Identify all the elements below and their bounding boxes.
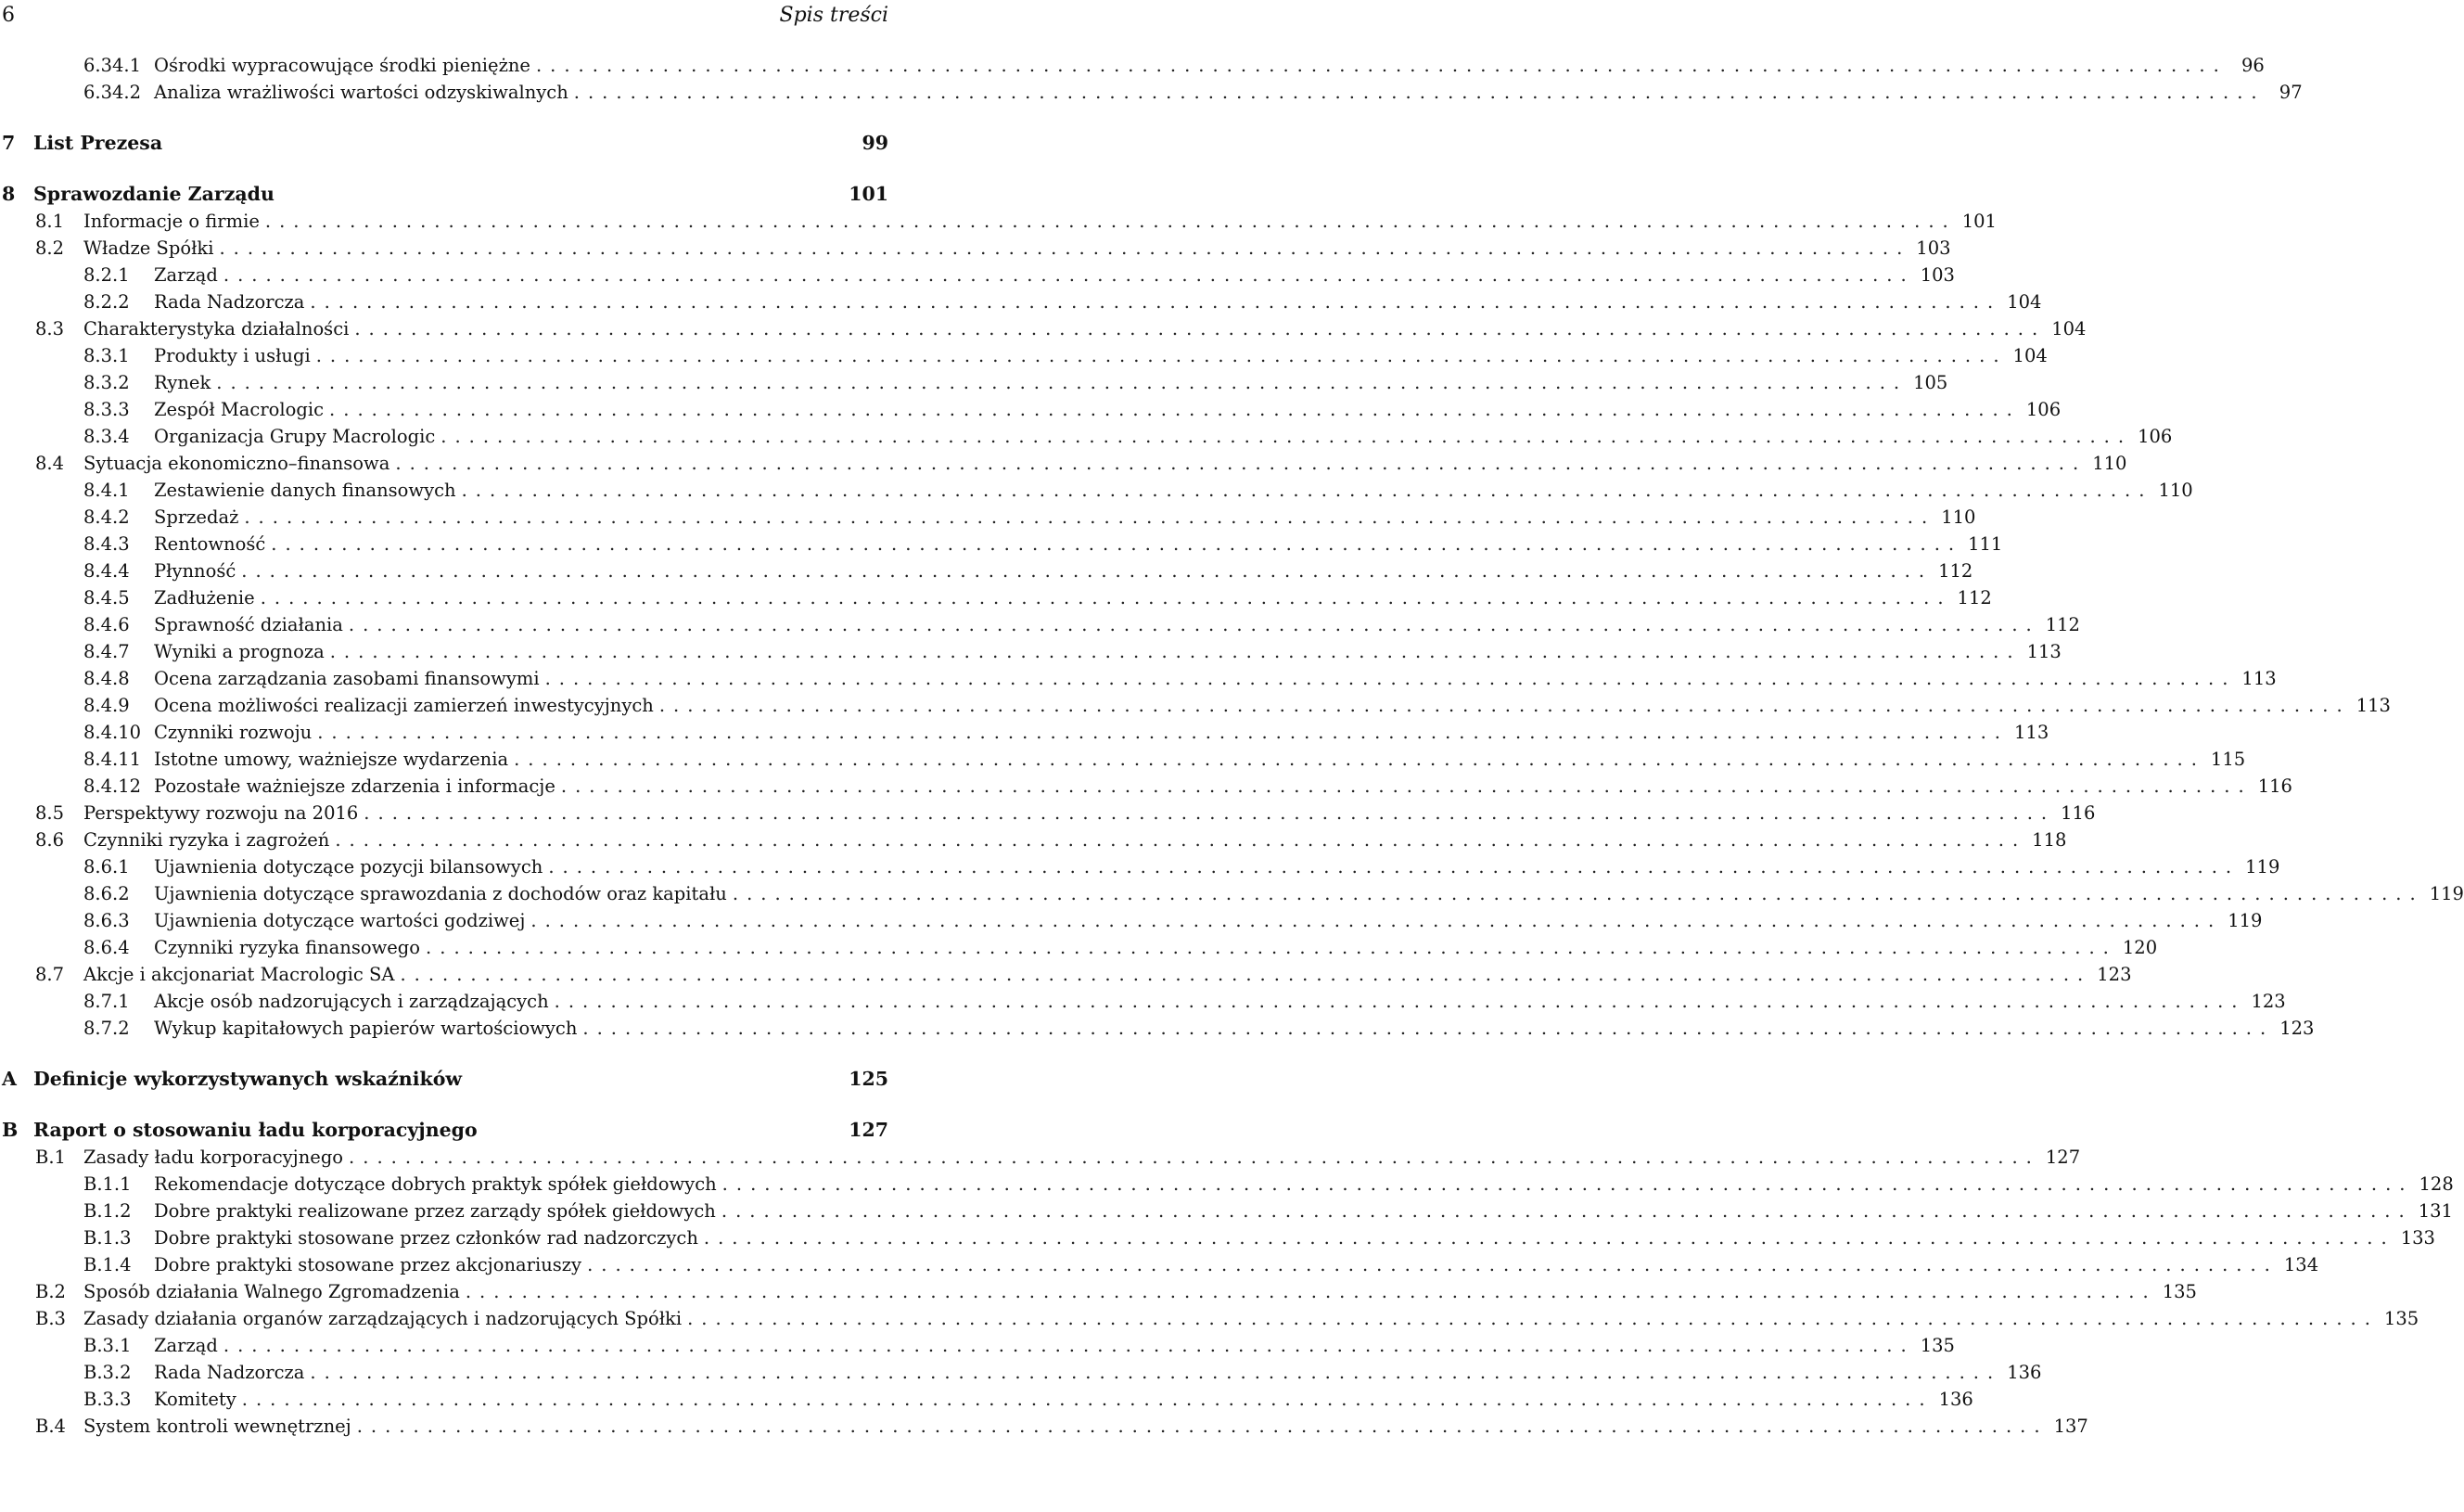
toc-entry-subsub[interactable]: [0, 1251, 2319, 1278]
toc-entry-chapter[interactable]: [0, 1117, 890, 1144]
toc-entry-subsub[interactable]: [0, 1359, 2042, 1386]
toc-entry-page: 105: [1913, 372, 1948, 393]
toc-entry-title: Ujawnienia dotyczące pozycji bilansowych: [154, 856, 543, 878]
toc-entry-number: B.4: [35, 1416, 66, 1437]
toc-entry-sub[interactable]: [0, 450, 2127, 477]
toc-entry-page: 103: [1920, 264, 1955, 286]
toc-entry-sub[interactable]: [0, 315, 2087, 342]
dot-leader: ........................................................................................................................: [315, 345, 2008, 366]
toc-entry-subsub[interactable]: [0, 638, 2062, 665]
toc-entry-number: B.3: [35, 1308, 66, 1329]
toc-entry-number: B.3.3: [83, 1389, 132, 1410]
toc-entry-sub[interactable]: [0, 1413, 2088, 1440]
toc-entry-page: 123: [2279, 1018, 2315, 1039]
toc-entry-page: 116: [2061, 802, 2096, 824]
toc-entry-page: 101: [1961, 211, 1997, 232]
toc-entry-number: 8.3.3: [83, 399, 130, 420]
toc-entry-page: 113: [2014, 722, 2049, 743]
toc-entry-page: 96: [2241, 55, 2265, 76]
toc-entry-number: B.1: [35, 1147, 66, 1168]
dot-leader: ........................................................................................................................: [687, 1308, 2379, 1329]
dot-leader: ........................................................................................................................: [223, 1335, 1915, 1356]
dot-leader: ........................................................................................................................: [310, 291, 2002, 313]
toc-entry-page: 106: [2138, 426, 2173, 447]
toc-entry-subsub[interactable]: [0, 1171, 2454, 1198]
dot-leader: ........................................................................................................................: [223, 264, 1915, 286]
toc-entry-page: 131: [2418, 1200, 2453, 1222]
toc-entry-number: 8.4.9: [83, 695, 130, 716]
toc-entry-page: 134: [2283, 1254, 2319, 1275]
toc-entry-number: 8.6: [35, 829, 65, 851]
toc-entry-number: A: [2, 1068, 17, 1090]
toc-entry-title: Ośrodki wypracowujące środki pieniężne: [154, 55, 530, 76]
toc-entry-page: 97: [2279, 82, 2303, 103]
dot-leader: ........................................................................................................................: [335, 829, 2027, 851]
toc-entry-title: Rada Nadzorcza: [154, 1362, 305, 1383]
toc-entry-sub[interactable]: [0, 1305, 2419, 1332]
section-gap: [0, 106, 890, 130]
toc-entry-number: B: [2, 1119, 19, 1141]
toc-entry-number: 8: [2, 183, 16, 205]
toc-entry-number: 8.4.8: [83, 668, 130, 689]
toc-entry-title: List Prezesa: [33, 132, 163, 154]
toc-entry-number: 8.4.4: [83, 560, 130, 582]
toc-entry-page: 123: [2097, 964, 2132, 985]
toc-entry-sub[interactable]: [0, 800, 2096, 826]
toc-entry-page: 123: [2251, 991, 2286, 1012]
toc-entry-subsub[interactable]: [0, 79, 2303, 106]
toc-entry-title: Sprzedaż: [154, 506, 239, 528]
toc-entry-subsub[interactable]: [0, 880, 2464, 907]
toc-entry-page: 118: [2032, 829, 2067, 851]
toc-entry-page: 104: [2007, 291, 2042, 313]
toc-entry-number: 8.3.1: [83, 345, 130, 366]
dot-leader: ........................................................................................................................: [317, 722, 2010, 743]
dot-leader: ........................................................................................................................: [514, 749, 2205, 770]
toc-entry-subsub[interactable]: [0, 907, 2263, 934]
toc-entry-subsub[interactable]: [0, 988, 2286, 1015]
toc-entry-number: 8.3: [35, 318, 65, 340]
toc-entry-number: B.1.2: [83, 1200, 132, 1222]
dot-leader: ........................................................................................................................: [310, 1362, 2002, 1383]
dot-leader: ........................................................................................................................: [395, 453, 2087, 474]
toc-entry-subsub[interactable]: [0, 746, 2246, 773]
toc-entry-number: 8.4: [35, 453, 65, 474]
toc-entry-page: 135: [2383, 1308, 2419, 1329]
toc-entry-title: Raport o stosowaniu ładu korporacyjnego: [33, 1119, 478, 1141]
toc-entry-number: 8.3.2: [83, 372, 130, 393]
toc-entry-page: 119: [2429, 883, 2464, 904]
toc-entry-number: 6.34.2: [83, 82, 142, 103]
toc-entry-subsub[interactable]: [0, 52, 2265, 79]
toc-entry-number: 8.4.3: [83, 533, 130, 555]
toc-entry-title: System kontroli wewnętrznej: [83, 1416, 351, 1437]
toc-entry-title: Organizacja Grupy Macrologic: [154, 426, 436, 447]
toc-entry-subsub[interactable]: [0, 665, 2277, 692]
toc-entry-title: Produkty i usługi: [154, 345, 311, 366]
toc-entry-subsub[interactable]: [0, 584, 1992, 611]
toc-entry-title: Wykup kapitałowych papierów wartościowych: [154, 1018, 578, 1039]
toc-entry-number: 8.4.2: [83, 506, 130, 528]
toc-entry-title: Rentowność: [154, 533, 266, 555]
toc-entry-subsub[interactable]: [0, 719, 2049, 746]
dot-leader: ........................................................................................................................: [440, 426, 2133, 447]
toc-entry-subsub[interactable]: [0, 288, 2042, 315]
toc-entry-page: 135: [1920, 1335, 1955, 1356]
toc-entry-title: Wyniki a prognoza: [154, 641, 325, 662]
toc-entry-title: Komitety: [154, 1389, 236, 1410]
toc-entry-subsub[interactable]: [0, 1198, 2453, 1224]
toc-entry-page: 115: [2210, 749, 2246, 770]
toc-entry-subsub[interactable]: [0, 396, 2062, 423]
toc-entry-number: 8.5: [35, 802, 65, 824]
dot-leader: ........................................................................................................................: [329, 641, 2022, 662]
toc-entry-title: Sposób działania Walnego Zgromadzenia: [83, 1281, 460, 1302]
toc-entry-sub[interactable]: [0, 1144, 2081, 1171]
toc-entry-page: 119: [2245, 856, 2280, 878]
toc-entry-number: 8.6.4: [83, 937, 130, 958]
dot-leader: ........................................................................................................................: [535, 55, 2228, 76]
toc-entry-page: 116: [2257, 775, 2292, 797]
dot-leader: ........................................................................................................................: [703, 1227, 2395, 1249]
toc-entry-title: Sprawność działania: [154, 614, 343, 635]
toc-entry-number: 8.3.4: [83, 426, 130, 447]
toc-entry-number: B.3.2: [83, 1362, 132, 1383]
toc-entry-page: 111: [1968, 533, 2003, 555]
dot-leader: ........................................................................................................................: [560, 775, 2253, 797]
toc-entry-subsub[interactable]: [0, 934, 2158, 961]
toc-entry-title: Ujawnienia dotyczące sprawozdania z dochodów oraz kapitału: [154, 883, 727, 904]
toc-entry-number: 8.6.3: [83, 910, 130, 931]
toc-entry-number: B.1.3: [83, 1227, 132, 1249]
toc-entry-page: 110: [2092, 453, 2127, 474]
toc-entry-subsub[interactable]: [0, 1332, 1955, 1359]
dot-leader: ........................................................................................................................: [465, 1281, 2157, 1302]
toc-entry-title: Zarząd: [154, 264, 218, 286]
toc-entry-number: 8.2: [35, 237, 65, 259]
toc-entry-title: Ujawnienia dotyczące wartości godziwej: [154, 910, 526, 931]
toc-entry-page: 103: [1916, 237, 1951, 259]
toc-entry-title: Analiza wrażliwości wartości odzyskiwalnych: [154, 82, 568, 103]
toc-entry-chapter[interactable]: [0, 130, 890, 157]
toc-entry-page: 136: [1938, 1389, 1973, 1410]
toc-entry-number: 8.2.2: [83, 291, 130, 313]
toc-entry-subsub[interactable]: [0, 853, 2280, 880]
dot-leader: ........................................................................................................................: [732, 883, 2424, 904]
toc-entry-number: 8.7: [35, 964, 65, 985]
toc-entry-page: 106: [2025, 399, 2062, 420]
toc-entry-page: 110: [1941, 506, 1976, 528]
toc-entry-page: 127: [849, 1119, 888, 1141]
toc-entry-chapter[interactable]: [0, 1066, 890, 1093]
dot-leader: ........................................................................................................................: [241, 560, 1934, 582]
toc-entry-number: 8.4.5: [83, 587, 130, 609]
toc-entry-title: Zasady ładu korporacyjnego: [83, 1147, 344, 1168]
toc-entry-number: 8.1: [35, 211, 65, 232]
toc-entry-subsub[interactable]: [0, 692, 2391, 719]
toc-entry-subsub[interactable]: [0, 504, 1976, 531]
toc-entry-title: Rada Nadzorcza: [154, 291, 305, 313]
toc-entry-title: Dobre praktyki stosowane przez akcjonariuszy: [154, 1254, 582, 1275]
toc-entry-title: Ocena możliwości realizacji zamierzeń inwestycyjnych: [154, 695, 654, 716]
toc-entry-page: 112: [1938, 560, 1973, 582]
dot-leader: ........................................................................................................................: [244, 506, 1936, 528]
toc-entry-title: Władze Spółki: [83, 237, 214, 259]
section-gap: [0, 157, 890, 181]
toc-entry-number: 8.4.11: [83, 749, 142, 770]
dot-leader: ........................................................................................................................: [658, 695, 2351, 716]
toc-entry-page: 99: [862, 132, 888, 154]
toc-entry-page: 113: [2241, 668, 2277, 689]
page-number: 6: [2, 4, 15, 27]
toc-entry-subsub[interactable]: [0, 531, 2003, 557]
toc-entry-title: Czynniki rozwoju: [154, 722, 313, 743]
dot-leader: ........................................................................................................................: [548, 856, 2241, 878]
toc-entry-page: 110: [2158, 480, 2193, 501]
dot-leader: ........................................................................................................................: [554, 991, 2246, 1012]
toc-entry-number: 8.4.1: [83, 480, 130, 501]
dot-leader: ........................................................................................................................: [400, 964, 2092, 985]
toc-entry-title: Istotne umowy, ważniejsze wydarzenia: [154, 749, 509, 770]
toc-entry-page: 113: [2026, 641, 2062, 662]
dot-leader: ........................................................................................................................: [241, 1389, 1934, 1410]
toc-entry-subsub[interactable]: [0, 557, 1973, 584]
toc-entry-sub[interactable]: [0, 961, 2132, 988]
toc-entry-number: 8.4.10: [83, 722, 142, 743]
dot-leader: ........................................................................................................................: [329, 399, 2021, 420]
toc-entry-page: 128: [2419, 1173, 2454, 1195]
toc-entry-number: B.1.1: [83, 1173, 132, 1195]
dot-leader: ........................................................................................................................: [219, 237, 1911, 259]
toc-entry-number: 8.2.1: [83, 264, 130, 286]
dot-leader: ........................................................................................................................: [264, 211, 1957, 232]
toc-entry-title: Pozostałe ważniejsze zdarzenia i informacje: [154, 775, 555, 797]
toc-entry-title: Zespół Macrologic: [154, 399, 325, 420]
toc-entry-sub[interactable]: [0, 1278, 2197, 1305]
toc-entry-title: Informacje o firmie: [83, 211, 260, 232]
toc-entry-number: 8.7.2: [83, 1018, 130, 1039]
toc-entry-title: Rekomendacje dotyczące dobrych praktyk spółek giełdowych: [154, 1173, 717, 1195]
toc-entry-subsub[interactable]: [0, 342, 2048, 369]
toc-entry-title: Zasady działania organów zarządzających i nadzorujących Spółki: [83, 1308, 683, 1329]
toc-entry-page: 101: [849, 183, 888, 205]
toc-entry-title: Akcje osób nadzorujących i zarządzających: [154, 991, 549, 1012]
dot-leader: ........................................................................................................................: [530, 910, 2223, 931]
dot-leader: ........................................................................................................................: [461, 480, 2153, 501]
toc-entry-title: Dobre praktyki realizowane przez zarządy spółek giełdowych: [154, 1200, 716, 1222]
toc-entry-number: 7: [2, 132, 16, 154]
table-of-contents: [0, 52, 2464, 1440]
dot-leader: ........................................................................................................................: [721, 1200, 2413, 1222]
toc-entry-title: Czynniki ryzyka finansowego: [154, 937, 421, 958]
toc-entry-page: 119: [2228, 910, 2263, 931]
toc-entry-title: Rynek: [154, 372, 211, 393]
section-gap: [0, 1042, 890, 1066]
toc-entry-page: 112: [2045, 614, 2080, 635]
dot-leader: ........................................................................................................................: [354, 318, 2047, 340]
toc-entry-title: Ocena zarządzania zasobami finansowymi: [154, 668, 540, 689]
dot-leader: ........................................................................................................................: [216, 372, 1909, 393]
section-gap: [0, 1093, 890, 1117]
toc-entry-title: Akcje i akcjonariat Macrologic SA: [83, 964, 395, 985]
toc-entry-number: 8.4.12: [83, 775, 142, 797]
toc-entry-subsub[interactable]: [0, 1224, 2435, 1251]
running-title: Spis treści: [779, 4, 888, 27]
toc-entry-page: 112: [1957, 587, 1992, 609]
toc-entry-sub[interactable]: [0, 235, 1951, 262]
toc-entry-sub[interactable]: [0, 208, 1997, 235]
toc-entry-title: Sytuacja ekonomiczno–finansowa: [83, 453, 390, 474]
toc-entry-title: Zadłużenie: [154, 587, 255, 609]
toc-entry-number: 8.6.2: [83, 883, 130, 904]
toc-entry-subsub[interactable]: [0, 1015, 2315, 1042]
toc-entry-number: 6.34.1: [83, 55, 142, 76]
toc-entry-subsub[interactable]: [0, 369, 1948, 396]
dot-leader: ........................................................................................................................: [573, 82, 2266, 103]
toc-entry-subsub[interactable]: [0, 611, 2080, 638]
toc-entry-page: 125: [849, 1068, 888, 1090]
toc-entry-number: B.1.4: [83, 1254, 132, 1275]
toc-entry-title: Czynniki ryzyka i zagrożeń: [83, 829, 330, 851]
toc-entry-page: 104: [2012, 345, 2048, 366]
toc-entry-subsub[interactable]: [0, 773, 2292, 800]
toc-entry-number: 8.6.1: [83, 856, 130, 878]
toc-entry-title: Dobre praktyki stosowane przez członków rad nadzorczych: [154, 1227, 698, 1249]
toc-entry-number: 8.4.6: [83, 614, 130, 635]
dot-leader: ........................................................................................................................: [260, 587, 1952, 609]
toc-entry-number: B.3.1: [83, 1335, 132, 1356]
toc-entry-page: 127: [2045, 1147, 2081, 1168]
toc-entry-title: Perspektywy rozwoju na 2016: [83, 802, 359, 824]
toc-entry-number: 8.4.7: [83, 641, 130, 662]
dot-leader: ........................................................................................................................: [426, 937, 2117, 958]
dot-leader: ........................................................................................................................: [544, 668, 2237, 689]
dot-leader: ........................................................................................................................: [356, 1416, 2049, 1437]
toc-entry-page: 113: [2355, 695, 2391, 716]
dot-leader: ........................................................................................................................: [348, 614, 2040, 635]
toc-entry-page: 120: [2122, 937, 2158, 958]
toc-entry-page: 137: [2053, 1416, 2088, 1437]
toc-entry-sub[interactable]: [0, 826, 2067, 853]
dot-leader: ........................................................................................................................: [364, 802, 2056, 824]
toc-entry-subsub[interactable]: [0, 262, 1955, 288]
dot-leader: ........................................................................................................................: [587, 1254, 2279, 1275]
dot-leader: ........................................................................................................................: [582, 1018, 2275, 1039]
dot-leader: ........................................................................................................................: [271, 533, 1963, 555]
toc-entry-subsub[interactable]: [0, 1386, 1973, 1413]
dot-leader: ........................................................................................................................: [349, 1147, 2040, 1168]
toc-entry-chapter[interactable]: [0, 181, 890, 208]
page-header: [0, 4, 890, 35]
toc-entry-subsub[interactable]: [0, 477, 2193, 504]
toc-entry-title: Zestawienie danych finansowych: [154, 480, 456, 501]
toc-entry-subsub[interactable]: [0, 423, 2173, 450]
toc-entry-title: Definicje wykorzystywanych wskaźników: [33, 1068, 463, 1090]
toc-entry-page: 133: [2400, 1227, 2435, 1249]
toc-entry-number: 8.7.1: [83, 991, 130, 1012]
toc-entry-number: B.2: [35, 1281, 66, 1302]
toc-entry-page: 136: [2007, 1362, 2042, 1383]
toc-entry-page: 135: [2162, 1281, 2197, 1302]
dot-leader: ........................................................................................................................: [721, 1173, 2414, 1195]
toc-entry-page: 104: [2051, 318, 2087, 340]
toc-entry-title: Charakterystyka działalności: [83, 318, 350, 340]
toc-entry-title: Sprawozdanie Zarządu: [33, 183, 274, 205]
toc-entry-title: Zarząd: [154, 1335, 218, 1356]
toc-entry-title: Płynność: [154, 560, 236, 582]
